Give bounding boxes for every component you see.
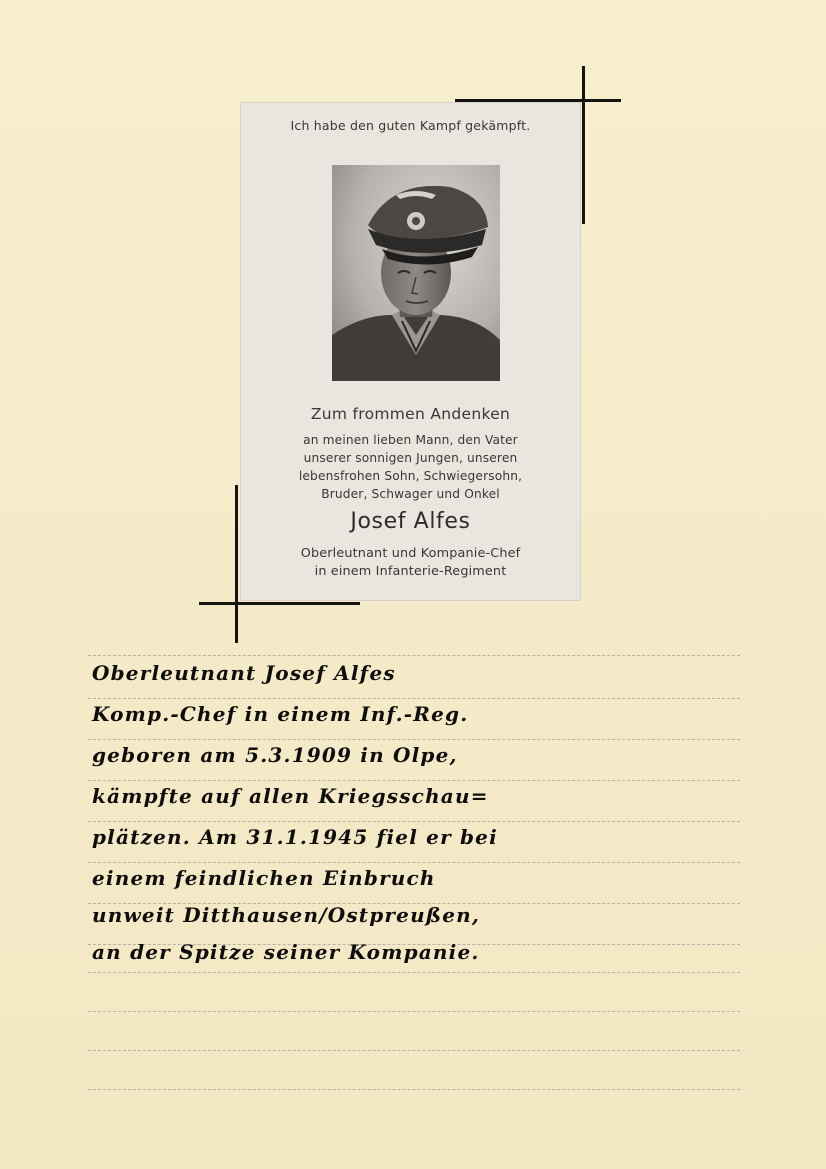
- corner-mark-top-right-vertical: [582, 66, 585, 224]
- rank-line: in einem Infanterie-Regiment: [314, 564, 507, 579]
- dedication-line: Bruder, Schwager und Onkel: [321, 487, 500, 501]
- handwritten-line: kämpfte auf allen Kriegsschau=: [92, 784, 489, 808]
- ruled-line: [88, 1089, 740, 1090]
- ruled-line: [88, 972, 740, 973]
- corner-mark-bottom-left-vertical: [235, 485, 238, 643]
- ruled-line: [88, 1050, 740, 1051]
- dedication-line: lebensfrohen Sohn, Schwiegersohn,: [298, 469, 523, 483]
- portrait-photo: [332, 165, 500, 381]
- ruled-line: [88, 780, 740, 781]
- handwritten-line: an der Spitze seiner Kompanie.: [92, 940, 480, 964]
- portrait-illustration: [332, 165, 500, 381]
- corner-mark-top-right-horizontal: [455, 99, 621, 102]
- ruled-line: [88, 739, 740, 740]
- handwritten-line: geboren am 5.3.1909 in Olpe,: [92, 743, 458, 767]
- deceased-name: Josef Alfes: [350, 509, 471, 534]
- handwritten-line: einem feindlichen Einbruch: [92, 866, 436, 890]
- corner-mark-bottom-left-horizontal: [199, 602, 360, 605]
- handwritten-line: Oberleutnant Josef Alfes: [92, 661, 396, 685]
- handwritten-line: unweit Ditthausen/Ostpreußen,: [92, 903, 481, 927]
- dedication-line: an meinen lieben Mann, den Vater: [303, 433, 518, 447]
- dedication-line: unserer sonnigen Jungen, unseren: [303, 451, 518, 465]
- card-motto: Ich habe den guten Kampf gekämpft.: [290, 118, 531, 133]
- memorial-card: [241, 103, 580, 600]
- card-heading: Zum frommen Andenken: [310, 405, 511, 423]
- card-rank: [241, 545, 580, 581]
- rank-line: Oberleutnant und Kompanie-Chef: [300, 546, 521, 561]
- card-dedication: [261, 431, 560, 503]
- ruled-line: [88, 1011, 740, 1012]
- ruled-line: [88, 821, 740, 822]
- ruled-line: [88, 862, 740, 863]
- ruled-line: [88, 698, 740, 699]
- ruled-line: [88, 655, 740, 656]
- handwritten-line: Komp.-Chef in einem Inf.-Reg.: [92, 702, 469, 726]
- handwritten-line: plätzen. Am 31.1.1945 fiel er bei: [92, 825, 498, 849]
